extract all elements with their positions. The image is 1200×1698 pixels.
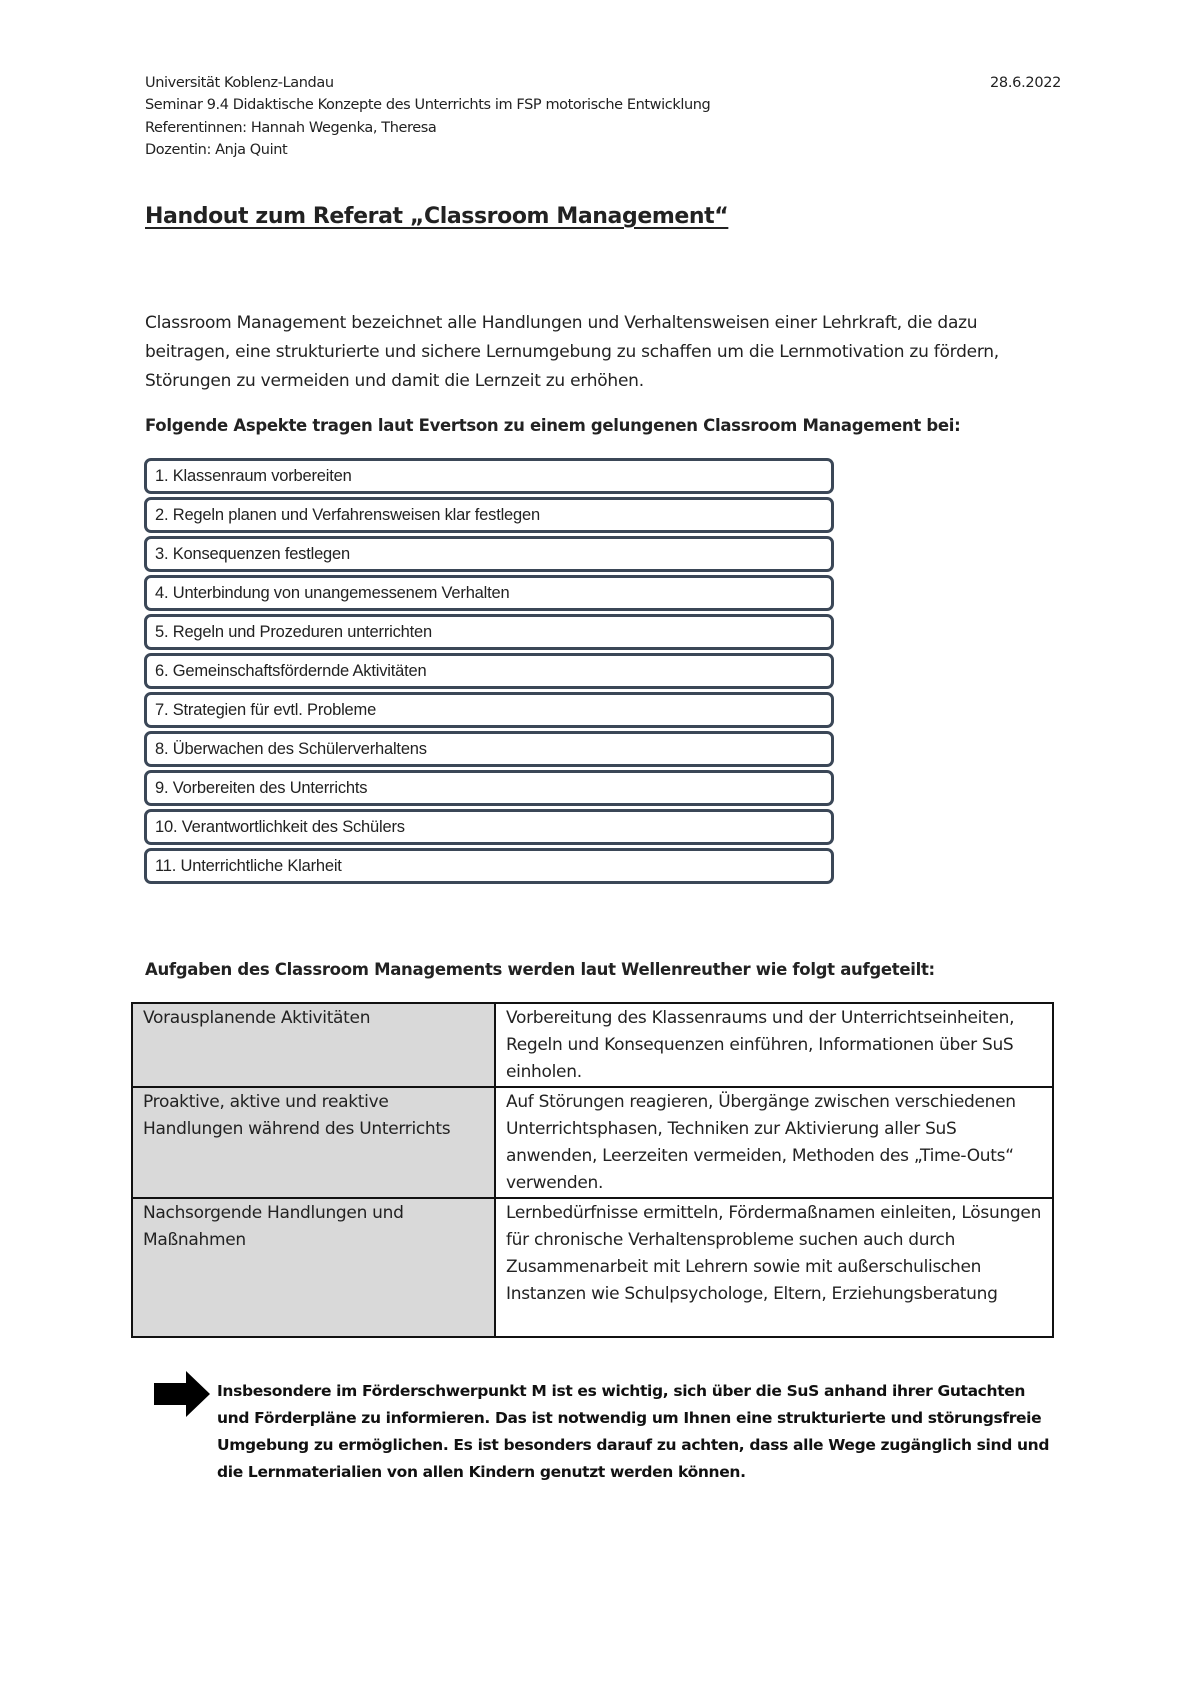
tasks-table (131, 1002, 1054, 1338)
header-speakers: Referentinnen: Hannah Wegenka, Theresa (145, 120, 437, 136)
table-row (132, 1198, 1053, 1337)
aspect-item: 2. Regeln planen und Verfahrensweisen klar festlegen (144, 497, 834, 533)
page-title: Handout zum Referat „Classroom Management“ (145, 204, 729, 229)
aspect-item: 4. Unterbindung von unangemessenem Verhalten (144, 575, 834, 611)
header-seminar: Seminar 9.4 Didaktische Konzepte des Unterrichts im FSP motorische Entwicklung (145, 97, 711, 113)
header-university: Universität Koblenz-Landau (145, 75, 334, 91)
table-cell-category: Nachsorgende Handlungen und Maßnahmen (132, 1198, 495, 1337)
tasks-heading: Aufgaben des Classroom Managements werden laut Wellenreuther wie folgt aufgeteilt: (145, 960, 935, 979)
aspects-list (144, 458, 834, 887)
note-paragraph: Insbesondere im Förderschwerpunkt M ist es wichtig, sich über die SuS anhand ihrer Gutachten und Förderpläne zu informieren. Das ist notwendig um Ihnen eine strukturierte und störungsfreie Umgebung zu ermöglichen. Es ist besonders darauf zu achten, dass alle Wege zugänglich sind und die Lernmaterialien von allen Kindern genutzt werden können. (217, 1382, 1050, 1481)
table-cell-category: Vorausplanende Aktivitäten (132, 1003, 495, 1087)
aspect-item: 3. Konsequenzen festlegen (144, 536, 834, 572)
header-date: 28.6.2022 (990, 75, 1062, 91)
aspect-item: 5. Regeln und Prozeduren unterrichten (144, 614, 834, 650)
table-row (132, 1087, 1053, 1198)
aspect-item: 6. Gemeinschaftsfördernde Aktivitäten (144, 653, 834, 689)
aspects-heading: Folgende Aspekte tragen laut Evertson zu einem gelungenen Classroom Management bei: (145, 416, 961, 435)
aspect-item: 1. Klassenraum vorbereiten (144, 458, 834, 494)
table-cell-description: Auf Störungen reagieren, Übergänge zwischen verschiedenen Unterrichtsphasen, Techniken zur Aktivierung aller SuS anwenden, Leerzeiten vermeiden, Methoden des „Time-Outs“ verwenden. (495, 1087, 1053, 1198)
intro-paragraph: Classroom Management bezeichnet alle Handlungen und Verhaltensweisen einer Lehrkraft, die dazu beitragen, eine strukturierte und sichere Lernumgebung zu schaffen um die Lernmotivation zu fördern, Störungen zu vermeiden und damit die Lernzeit zu erhöhen. (145, 313, 999, 391)
aspect-item: 8. Überwachen des Schülerverhaltens (144, 731, 834, 767)
aspect-item: 11. Unterrichtliche Klarheit (144, 848, 834, 884)
header-lecturer: Dozentin: Anja Quint (145, 142, 288, 158)
table-cell-description: Lernbedürfnisse ermitteln, Fördermaßnamen einleiten, Lösungen für chronische Verhaltensprobleme suchen auch durch Zusammenarbeit mit Lehrern sowie mit außerschulischen Instanzen wie Schulpsychologe, Eltern, Erziehungsberatung (495, 1198, 1053, 1337)
aspect-item: 7. Strategien für evtl. Probleme (144, 692, 834, 728)
table-cell-description: Vorbereitung des Klassenraums und der Unterrichtseinheiten, Regeln und Konsequenzen einführen, Informationen über SuS einholen. (495, 1003, 1053, 1087)
table-row (132, 1003, 1053, 1087)
table-cell-category: Proaktive, aktive und reaktive Handlungen während des Unterrichts (132, 1087, 495, 1198)
aspect-item: 10. Verantwortlichkeit des Schülers (144, 809, 834, 845)
arrow-right-icon (154, 1371, 210, 1421)
aspect-item: 9. Vorbereiten des Unterrichts (144, 770, 834, 806)
